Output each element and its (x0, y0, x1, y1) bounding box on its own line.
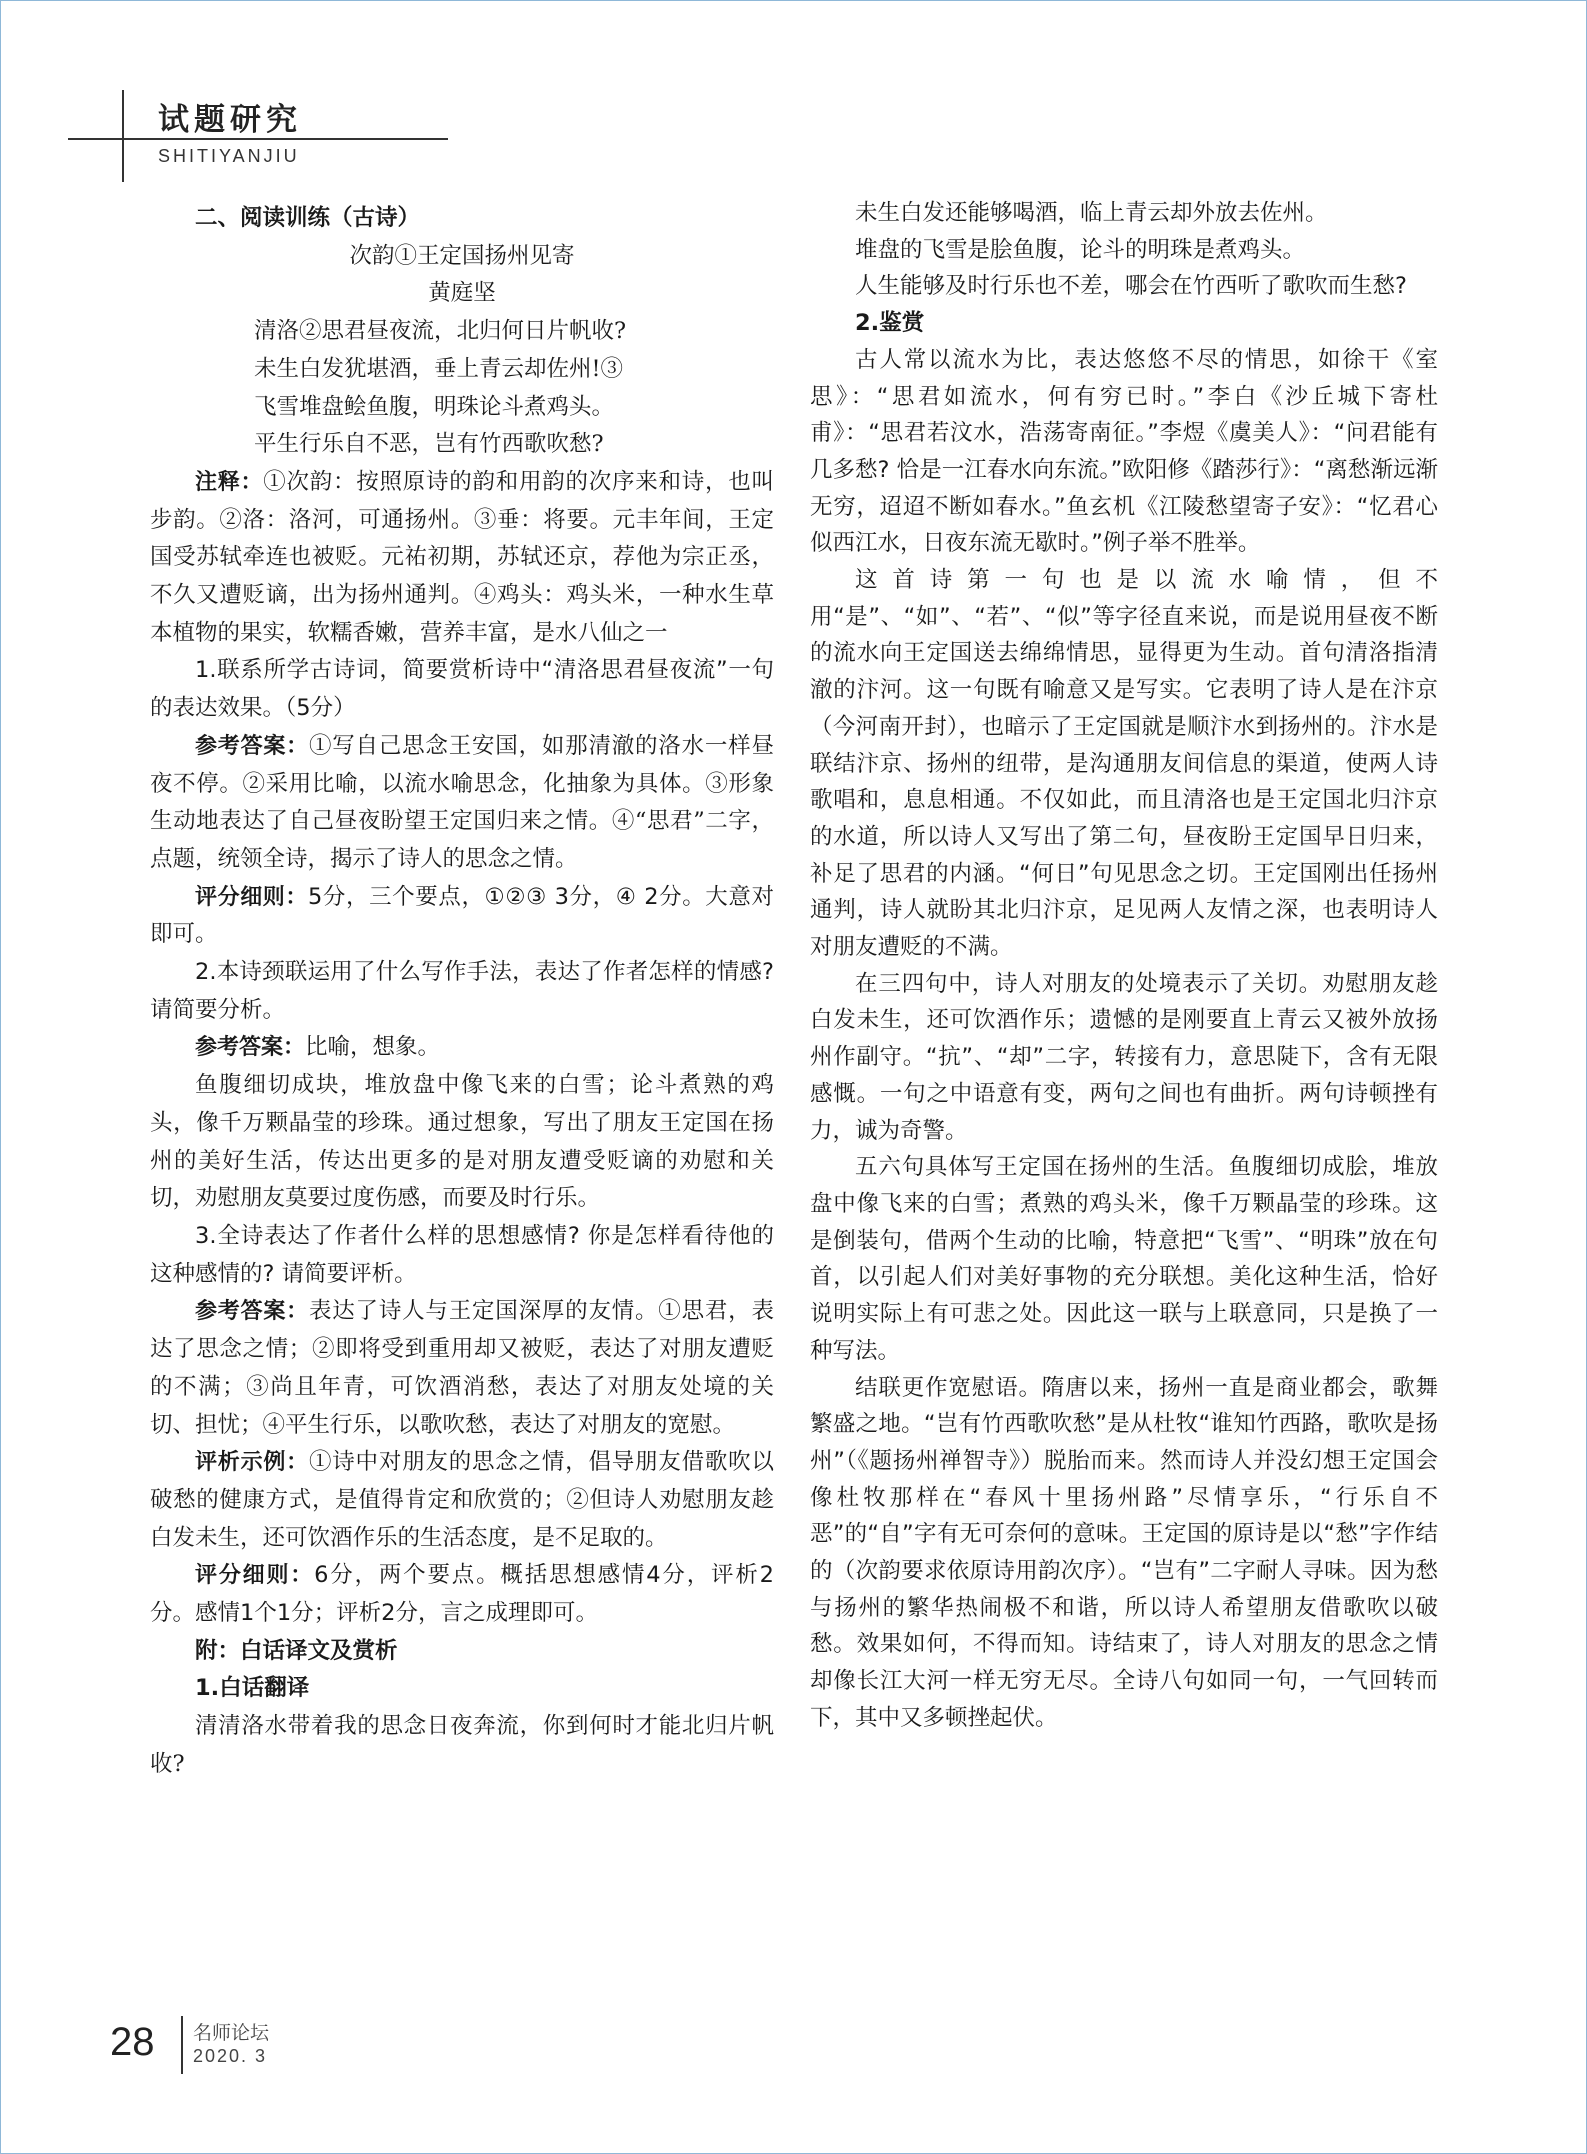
poem-line: 飞雪堆盘鲙鱼腹，明珠论斗煮鸡头。 (254, 393, 615, 420)
notes (150, 464, 774, 653)
translation-line: 人生能够及时行乐也不差，哪会在竹西听了歌吹而生愁? (855, 273, 1407, 300)
footer-divider (181, 2016, 183, 2074)
column-title: 试题研究 (158, 102, 302, 138)
answer-2-label: 参考答案： (195, 1035, 306, 1061)
answer-3 (150, 1293, 774, 1444)
question-3: 3.全诗表达了作者什么样的思想感情? 你是怎样看待他的这种感情的? 请简要评析。 (150, 1222, 774, 1287)
evaluation-3-label: 评析示例： (195, 1450, 309, 1476)
left-column (150, 200, 774, 1784)
poem-line: 平生行乐自不恶，岂有竹西歌吹愁? (254, 431, 604, 458)
appreciation-paragraph: 在三四句中，诗人对朋友的处境表示了关切。劝慰朋友趁白发未生，还可饮酒作乐；遗憾的是刚要直上青云又被外放扬州作副守。“抗”、“却”二字，转接有力，意思陡下，含有无限感慨。一句之中语意有变，两句之间也有曲折。两句诗顿挫有力，诚为奇警。 (810, 970, 1438, 1144)
scoring-3 (150, 1557, 774, 1632)
answer-2-text: 比喻，想象。 (305, 1034, 441, 1061)
scoring-1-text: 5分，三个要点，①②③ 3分，④ 2分。大意对即可。 (150, 883, 774, 948)
notes-text: ①次韵：按照原诗的韵和用韵的次序来和诗，也叫步韵。②洛：洛河，可通扬州。③垂：将要。元丰年间，王定国受苏轼牵连也被贬。元祐初期，苏轼还京，荐他为宗正丞，不久又遭贬谪，出为扬州通判。④鸡头：鸡头米，一种水生草本植物的果实，软糯香嫩，营养丰富，是水八仙之一 (150, 468, 774, 646)
poem-title: 次韵①王定国扬州见寄 (349, 242, 575, 269)
evaluation-3-text: ①诗中对朋友的思念之情，倡导朋友借歌吹以破愁的健康方式，是值得肯定和欣赏的；②但诗人劝慰朋友趁白发未生，还可饮酒作乐的生活态度，是不足取的。 (150, 1449, 774, 1551)
poem-line: 清洛②思君昼夜流，北归何日片帆收? (254, 318, 627, 345)
answer-2-detail: 鱼腹细切成块，堆放盘中像飞来的白雪；论斗煮熟的鸡头，像千万颗晶莹的珍珠。通过想象，写出了朋友王定国在扬州的美好生活，传达出更多的是对朋友遭受贬谪的劝慰和关切，劝慰朋友莫要过度伤感，而要及时行乐。 (150, 1072, 774, 1212)
poem-line: 未生白发犹堪酒，垂上青云却佐州!③ (254, 355, 624, 382)
translation-line: 堆盘的飞雪是脍鱼腹，论斗的明珠是煮鸡头。 (855, 236, 1306, 263)
question-1: 1.联系所学古诗词，简要赏析诗中“清洛思君昼夜流”一句的表达效果。（5分） (150, 657, 774, 722)
issue-date: 2020. 3 (193, 2046, 268, 2066)
answer-3-label: 参考答案： (195, 1299, 309, 1325)
poem-author: 黄庭坚 (428, 280, 496, 307)
translation-line: 清清洛水带着我的思念日夜奔流，你到何时才能北归片帆收? (150, 1713, 774, 1777)
answer-3-text: 表达了诗人与王定国深厚的友情。①思君，表达了思念之情；②即将受到重用却又被贬，表达了对朋友遭贬的不满；③尚且年青，可饮酒消愁，表达了对朋友处境的关切、担忧；④平生行乐，以歌吹愁，表达了对朋友的宽慰。 (150, 1298, 774, 1438)
scoring-1 (150, 879, 774, 954)
magazine-name: 名师论坛 (193, 2022, 270, 2044)
scoring-3-label: 评分细则： (195, 1563, 315, 1589)
scoring-3-text: 6分，两个要点。概括思想感情4分，评析2分。感情1个1分；评析2分，言之成理即可。 (150, 1562, 774, 1627)
right-column (810, 195, 1438, 1737)
appendix-title: 附：白话译文及赏析 (195, 1637, 398, 1664)
appreciation-paragraph: 这首诗第一句也是以流水喻情，但不用“是”、“如”、“若”、“似”等字径直来说，而是说用昼夜不断的流水向王定国送去绵绵情思，显得更为生动。首句清洛指清澈的汴河。这一句既有喻意又是写实。它表明了诗人是在汴京（今河南开封），也暗示了王定国就是顺汴水到扬州的。汴水是联结汴京、扬州的纽带，是沟通朋友间信息的渠道，使两人诗歌唱和，息息相通。不仅如此，而且清洛也是王定国北归汴京的水道，所以诗人又写出了第二句，昼夜盼王定国早日归来，补足了思君的内涵。“何日”句见思念之切。王定国刚出任扬州通判，诗人就盼其北归汴京，足见两人友情之深，也表明诗人对朋友遭贬的不满。 (810, 567, 1438, 961)
appreciation-paragraph: 五六句具体写王定国在扬州的生活。鱼腹细切成脍，堆放盘中像飞来的白雪；煮熟的鸡头米，像千万颗晶莹的珍珠。这是倒装句，借两个生动的比喻，特意把“飞雪”、“明珠”放在句首，以引起人们对美好事物的充分联想。美化这种生活，恰好说明实际上有可悲之处。因此这一联与上联意同，只是换了一种写法。 (810, 1154, 1438, 1364)
answer-1-label: 参考答案： (195, 733, 309, 759)
question-2: 2.本诗颈联运用了什么写作手法，表达了作者怎样的情感? 请简要分析。 (150, 959, 774, 1023)
column-subtitle: SHITIYANJIU (158, 146, 300, 166)
appreciation-paragraph: 古人常以流水为比，表达悠悠不尽的情思，如徐干《室思》：“思君如流水，何有穷已时。”李白《沙丘城下寄杜甫》：“思君若汶水，浩荡寄南征。”李煜《虞美人》：“问君能有几多愁? 恰是一江春水向东流。”欧阳修《踏莎行》：“离愁渐远渐无穷，迢迢不断如春水。”鱼玄机《江陵愁望寄子安》：“忆君心似西江水，日夜东流无歇时。”例子举不胜举。 (810, 346, 1438, 557)
notes-label: 注释： (195, 469, 264, 495)
evaluation-3 (150, 1444, 774, 1557)
header-vertical-rule (122, 90, 124, 182)
page-number: 28 (110, 2020, 155, 2064)
section-title: 二、阅读训练（古诗） (195, 205, 421, 231)
appreciation-title: 2.鉴赏 (855, 310, 925, 337)
answer-2 (150, 1029, 774, 1067)
appreciation-paragraph: 结联更作宽慰语。隋唐以来，扬州一直是商业都会，歌舞繁盛之地。“岂有竹西歌吹愁”是从杜牧“谁知竹西路，歌吹是扬州”（《题扬州禅智寺》）脱胎而来。然而诗人并没幻想王定国会像杜牧那样在“春风十里扬州路”尽情享乐，“行乐自不恶”的“自”字有无可奈何的意味。王定国的原诗是以“愁”字作结的（次韵要求依原诗用韵次序）。“岂有”二字耐人寻味。因为愁与扬州的繁华热闹极不和谐，所以诗人希望朋友借歌吹以破愁。效果如何，不得而知。诗结束了，诗人对朋友的思念之情却像长江大河一样无穷无尽。全诗八句如同一句，一气回转而下，其中又多顿挫起伏。 (810, 1374, 1438, 1731)
answer-1-text: ①写自己思念王安国，如那清澈的洛水一样昼夜不停。②采用比喻，以流水喻思念，化抽象为具体。③形象生动地表达了自己昼夜盼望王定国归来之情。④“思君”二字，点题，统领全诗，揭示了诗人的思念之情。 (150, 732, 774, 872)
translation-title: 1.白话翻译 (195, 1675, 310, 1702)
answer-1 (150, 728, 774, 879)
translation-line: 未生白发还能够喝酒，临上青云却外放去佐州。 (855, 200, 1328, 226)
scoring-1-label: 评分细则： (195, 884, 308, 910)
